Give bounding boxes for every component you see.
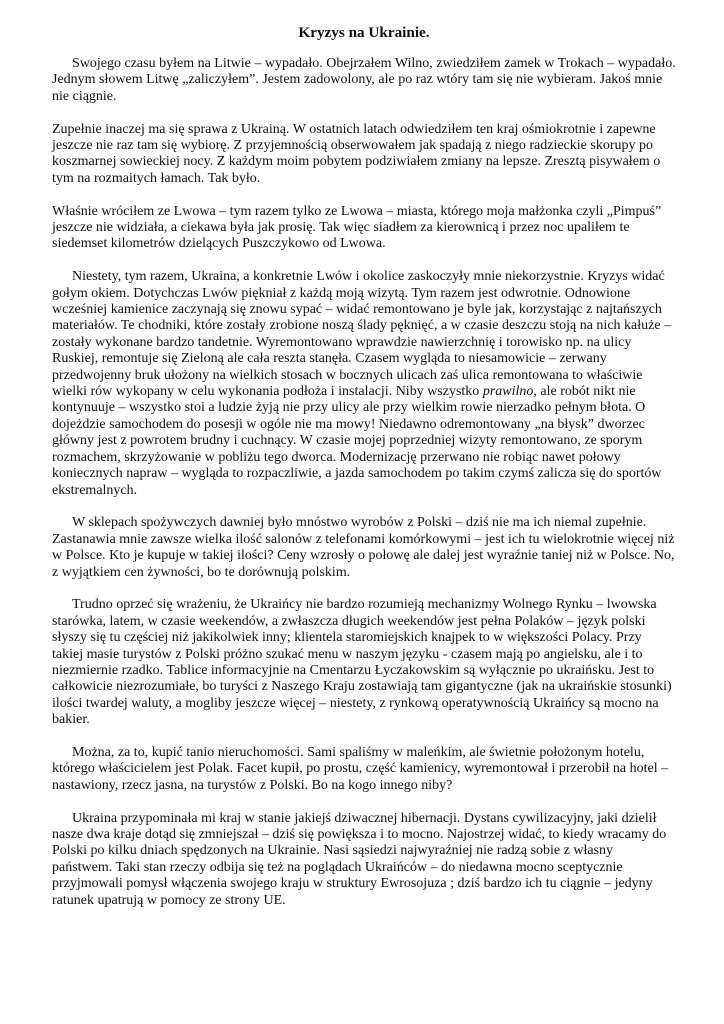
paragraph-4-text-after: , ale robót nikt nie kontynuuje – wszystko stoi a ludzie żyją nie przy ulicy ale przy wielkim rowie nierzadko pełnym błota. O dojeżdzie samochodem do posesji w ogóle nie ma mowy! Niedawno odremontowany „na błysk” dworzec główny jest z powrotem brudny i cuchnący. W czasie mojej poprzedniej wizyty remontowano, ze sporym rozmachem, skrzyżowanie w pobliżu tego dworca. Modernizację przerwano nie robiąc nawet połowy koniecznych napraw – wygląda to rozpaczliwie, a jazda samochodem po takim czymś zalicza się do sportów ekstremalnych.: [52, 384, 662, 498]
document-page: [52, 24, 676, 925]
paragraph-4-text-before: Niestety, tym razem, Ukraina, a konkretnie Lwów i okolice zaskoczyły mnie niekorzystnie. Kryzys widać gołym okiem. Dotychczas Lwów piękniał z każdą moją wizytą. Tym razem jest odwrotnie. Odnowione wcześniej kamienice zaczynają się znowu sypać – widać remontowano je byle jak, korzystając z najtańszych materiałów. Te chodniki, które zostały zrobione noszą ślady pęknięć, a w czasie deszczu stoją na nich kałuże – zostały wykonane bardzo tandetnie. Wyremontowano wprawdzie nawierzchnię i torowisko np. na ulicy Ruskiej, remontuje się Zieloną ale cała reszta stanęła. Czasem wygląda to niesamowicie – zerwany przedwojenny bruk ułożony na wielkich stosach w bocznych ulicach zaś ulica remontowana to właściwie wielki rów wykopany w celu wykonania podłoża i instalacji. Niby wszystko: [52, 269, 672, 400]
paragraph-8: Ukraina przypominała mi kraj w stanie jakiejś dziwacznej hibernacji. Dystans cywilizacyjny, jaki dzielił nasze dwa kraje dotąd się zmniejszał – dziś się powiększa i to mocno. Najostrzej widać, to kiedy wracamy do Polski po kilku dniach spędzonych na Ukrainie. Nasi sąsiedzi najwyraźniej nie radzą sobie z własny państwem. Taki stan rzeczy odbija się też na poglądach Ukraińców – do niedawna mocno sceptycznie przyjmowali pomysł włączenia swojego kraju w struktury Ewrosojuza ; dziś bardzo ich tu ciągnie – jedyny ratunek upatrują w pomocy ze strony UE.: [52, 810, 667, 908]
paragraph-5: W sklepach spożywczych dawniej było mnóstwo wyrobów z Polski – dziś nie ma ich niemal zupełnie. Zastanawia mnie zawsze wielka ilość salonów z telefonami komórkowymi – jest ich tu wielokrotnie więcej niż w Polsce. Kto je kupuje w takiej ilości? Ceny wzrosły o połowę ale dalej jest wyraźnie taniej niż w Polsce. No, z wyjątkiem cen żywności, bo te dorównują polskim.: [52, 515, 675, 580]
paragraph-6: Trudno oprzeć się wrażeniu, że Ukraińcy nie bardzo rozumieją mechanizmy Wolnego Rynku – lwowska starówka, latem, w czasie weekendów, a zwłaszcza długich weekendów jest pełna Polaków – język polski słyszy się tu częściej niż jakikolwiek inny; klientela staromiejskich knajpek to w większości Polacy. Przy takiej masie turystów z Polski próżno szukać menu w naszym języku - czasem mają po angielsku, ale i to niezmiernie rzadko. Tablice informacyjnie na Cmentarzu Łyczakowskim są wyłącznie po ukraińsku. Jest to całkowicie niezrozumiałe, bo turyści z Naszego Kraju zostawiają tam gigantyczne (jak na ukraińskie stosunki) ilości twardej waluty, a mogliby jeszcze więcej – niestety, z rynkową operatywnością Ukraińcy są mocno na bakier.: [52, 597, 672, 728]
document-title: Kryzys na Ukrainie.: [298, 24, 430, 41]
paragraph-1: Swojego czasu byłem na Litwie – wypadało. Obejrzałem Wilno, zwiedziłem zamek w Trokach – wypadało. Jednym słowem Litwę „zaliczyłem”. Jestem zadowolony, ale po raz wtóry tam się nie wybieram. Jakoś mnie nie ciągnie.: [52, 56, 676, 104]
paragraph-4-emphasis: prawilno: [482, 384, 534, 400]
paragraph-7: Można, za to, kupić tanio nieruchomości. Sami spaliśmy w maleńkim, ale świetnie położonym hotelu, którego właścicielem jest Polak. Facet kupił, po prostu, część kamienicy, wyremontował i przerobił na hotel – nastawiony, rzecz jasna, na turystów z Polski. Bo na kogo innego niby?: [52, 744, 669, 793]
paragraph-4: [52, 269, 676, 499]
paragraph-2: Zupełnie inaczej ma się sprawa z Ukrainą. W ostatnich latach odwiedziłem ten kraj ośmiokrotnie i zapewne jeszcze nie raz tam się wybiorę. Z przyjemnością obserwowałem jak spadają z niego radzieckie skorupy po koszmarnej sowieckiej nocy. Z każdym moim pobytem podziwiałem zmiany na lepsze. Zresztą pisywałem o tym na rozmaitych łamach. Tak było.: [52, 121, 661, 186]
paragraph-3: Właśnie wróciłem ze Lwowa – tym razem tylko ze Lwowa – miasta, którego moja małżonka czyli „Pimpuś” jeszcze nie widziała, a ciekawa była jak prosię. Tak więc siadłem za kierownicą i przez noc upaliłem te siedemset kilometrów dzielących Puszczykowo od Lwowa.: [52, 203, 662, 252]
